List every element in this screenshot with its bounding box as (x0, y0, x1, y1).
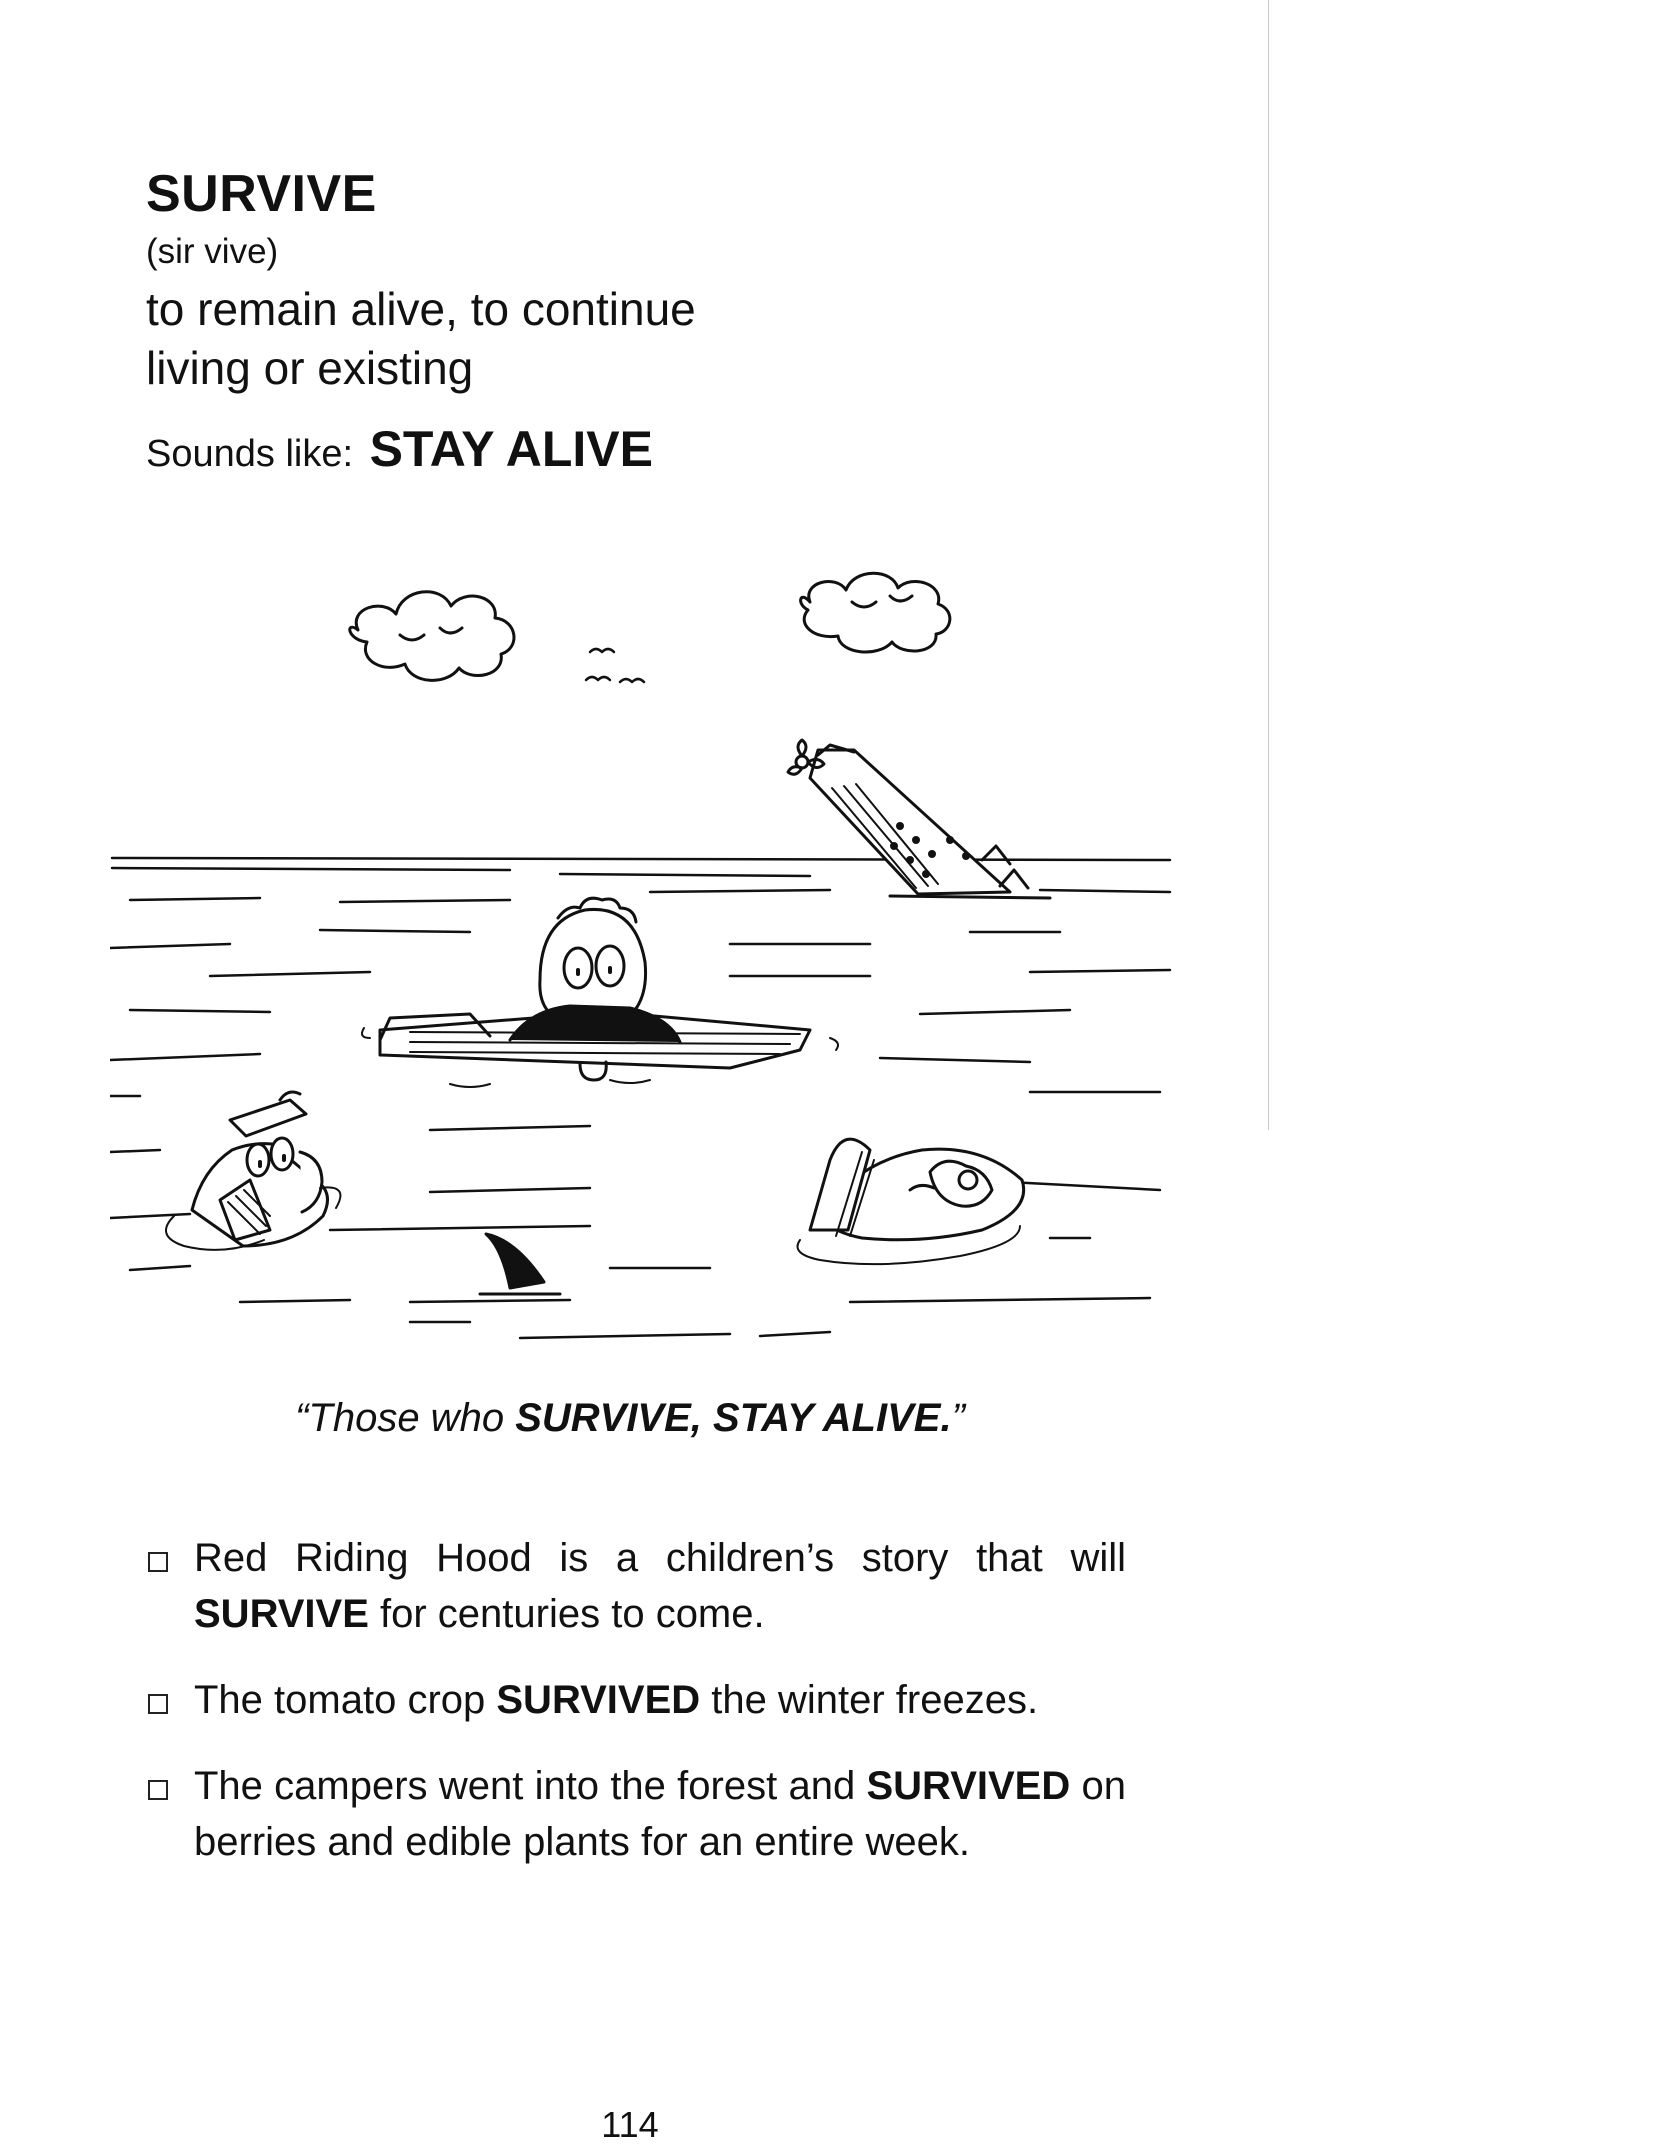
tube-swimmer-icon (798, 1139, 1024, 1264)
sinking-ship-icon (788, 740, 1050, 898)
caption-open: “Those who (295, 1396, 516, 1440)
sounds-like (146, 420, 653, 478)
example-text: The campers went into the forest and (194, 1764, 867, 1808)
pronunciation: (sir vive) (146, 232, 279, 271)
example-text: The tomato crop (194, 1678, 497, 1722)
example-text: Red Riding Hood is a children’s story that will (194, 1536, 1126, 1580)
sea-lines (110, 858, 1170, 1338)
example-text: for centuries to come. (368, 1592, 765, 1636)
page-number: 114 (601, 2104, 659, 2145)
shipwreck-illustration (110, 540, 1190, 1370)
caption-bold: SURVIVE, STAY ALIVE. (515, 1396, 952, 1440)
illustration-caption (0, 1396, 1260, 1441)
example-keyword: SURVIVED (866, 1764, 1071, 1808)
headword: SURVIVE (146, 165, 377, 223)
example-item (146, 1530, 1126, 1642)
example-text: the winter freezes. (700, 1678, 1039, 1722)
cloud-left-icon (350, 592, 514, 681)
definition: to remain alive, to continue living or existing (146, 283, 696, 394)
checkbox-square-icon (148, 1780, 168, 1800)
example-item (146, 1672, 1126, 1728)
page-edge-line (1268, 0, 1269, 1130)
checkbox-square-icon (148, 1694, 168, 1714)
example-keyword: SURVIVED (496, 1678, 701, 1722)
checkbox-square-icon (148, 1552, 168, 1572)
sailor-swimmer-icon (166, 1092, 340, 1250)
example-sentences (146, 1530, 1126, 1900)
example-text: on berries and edible plants for an entire week. (194, 1764, 1126, 1864)
example-item (146, 1758, 1126, 1870)
shark-fin-icon (480, 1234, 560, 1294)
example-keyword: SURVIVE (194, 1592, 369, 1636)
cloud-right-icon (801, 573, 950, 652)
sounds-like-label: Sounds like: (146, 433, 354, 475)
caption-close: ” (951, 1396, 965, 1440)
birds-icon (586, 649, 644, 682)
raft-man-icon (362, 898, 838, 1087)
sounds-like-word: STAY ALIVE (369, 421, 654, 477)
